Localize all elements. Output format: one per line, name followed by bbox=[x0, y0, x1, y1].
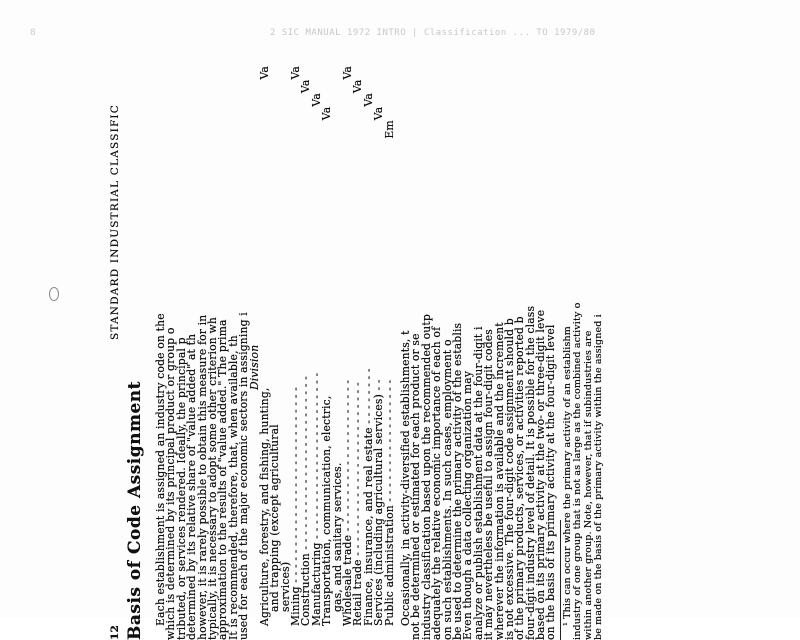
division-name: gas, and sanitary services. bbox=[330, 462, 344, 612]
division-name: Services (including agricultural services) - - bbox=[372, 379, 386, 626]
footnote-line: be made on the basis of the primary activity within the assigned i bbox=[593, 314, 605, 640]
division-measure: Va bbox=[299, 79, 313, 94]
para2-line: of the primary products, services, or activities reported b bbox=[513, 316, 527, 640]
para2-line: analyze or publish establishment data at the four-digit i bbox=[471, 326, 485, 640]
para2-line: based on its primary activity at the two- or three-digit leve bbox=[534, 309, 548, 640]
division-measure: Va bbox=[257, 66, 271, 80]
para2-line: four-digit industry level of detail. It is possible for the class bbox=[523, 305, 537, 640]
running-head: STANDARD INDUSTRIAL CLASSIFIC bbox=[109, 103, 121, 340]
para1-line: determined by its relative share of "value added" at th bbox=[185, 333, 199, 640]
para2-line: Occasionally, in activity-diversified establishments, t bbox=[398, 330, 412, 626]
division-name: services) bbox=[278, 561, 292, 612]
para2-line: not be determined or estimated for each product or se bbox=[409, 333, 423, 640]
para2-line: is not excessive. The four-digit code assignment should b bbox=[502, 318, 516, 640]
paragraph-2 bbox=[398, 0, 558, 640]
footnote-line: ¹ This can occur where the primary activity of an establishm bbox=[561, 326, 573, 626]
division-row bbox=[382, 66, 396, 640]
footnote-line: within another group. Note, however, that if subindustries are bbox=[582, 330, 594, 640]
para2-line: be used to determine the primary activity of the establis bbox=[450, 322, 464, 640]
para2-line: Even though a data collecting organization may bbox=[461, 370, 475, 640]
division-list bbox=[257, 0, 396, 640]
division-measure: Va bbox=[320, 106, 334, 121]
para1-line: which is determined by its principal product or group o bbox=[164, 327, 178, 640]
division-name: Retail trade - - - - - - - - - - - - - - - - - - - - - - - - bbox=[351, 382, 365, 626]
division-measure: Va bbox=[351, 79, 365, 94]
para2-line: on such establishments. In such cases, employment o bbox=[440, 339, 454, 640]
section-title: Basis of Code Assignment bbox=[125, 380, 145, 640]
para1-line: approximation to the results of "value added." The prima bbox=[216, 319, 230, 640]
division-name: Finance, insurance, and real estate - - - - - - - - bbox=[361, 368, 375, 626]
footnote bbox=[563, 0, 605, 640]
para2-line: it may nevertheless be useful to assign four-digit codes bbox=[482, 328, 496, 640]
division-label: Division bbox=[247, 344, 261, 390]
para2-line: industry classification based upon the recommended outp bbox=[419, 314, 433, 640]
para2-line: adequately the relative economic importance of each of bbox=[430, 326, 444, 640]
footnote-line: industry of one group that is not as large as the combined activity o bbox=[572, 302, 584, 640]
para2-line: wherever the information is available and the increment bbox=[492, 322, 506, 640]
division-name: Public administration - - - - - - - - - - - - - - - - - bbox=[382, 379, 396, 626]
page-number: 12 bbox=[109, 625, 121, 640]
division-measure: Va bbox=[309, 93, 323, 107]
division-measure: Va bbox=[361, 93, 375, 107]
para1-line: however, it is rarely possible to obtain this measure for in bbox=[195, 314, 209, 640]
division-measure: Em bbox=[382, 120, 396, 139]
division-measure: Va bbox=[289, 66, 303, 80]
division-name: and trapping (except agricultural bbox=[268, 424, 282, 612]
document-body bbox=[156, 0, 604, 640]
division-measure: Va bbox=[341, 66, 355, 80]
rotated-document bbox=[109, 66, 640, 640]
scan-ghost-header: 2 SIC MANUAL 1972 INTRO | Classification ... TO 1979/80 bbox=[270, 28, 596, 38]
para1-line: Each establishment is assigned an industry code on the bbox=[154, 313, 167, 626]
para1-line: It is recommended, therefore, that, when available, th bbox=[226, 335, 240, 640]
page-header bbox=[110, 0, 124, 640]
division-name: Construction - - - - - - - - - - - - - - - - - - - - - - - - bbox=[299, 376, 313, 626]
para1-line: used for each of the major economic sectors in assigning i bbox=[237, 312, 251, 640]
footnote-rule bbox=[560, 520, 561, 640]
division-name: Agriculture, forestry, and fishing, hunting, bbox=[257, 387, 271, 626]
scan-corner-mark: 8 bbox=[30, 28, 36, 38]
paragraph-1 bbox=[156, 0, 250, 640]
division-row bbox=[270, 52, 280, 640]
division-measure: Va bbox=[372, 106, 386, 121]
division-name: Transportation, communication, electric, bbox=[320, 395, 334, 626]
division-name: Mining - - - - - - - - - - - - - - - - - - - - - - - - - - - bbox=[289, 387, 303, 626]
para2-line: on the basis of its primary activity at the four-digit level bbox=[544, 324, 558, 640]
para1-line: typically, it is necessary to adopt some other criterion wh bbox=[205, 317, 219, 640]
para1-line: tributed, or services rendered. Ideally, the principal p bbox=[174, 337, 188, 640]
division-name: Wholesale trade - - - - - - - - - - - - - - - - - - - - - bbox=[341, 379, 355, 626]
division-name: Manufacturing - - - - - - - - - - - - - - - - - - - - - - - bbox=[309, 372, 323, 626]
punch-hole bbox=[49, 287, 59, 301]
